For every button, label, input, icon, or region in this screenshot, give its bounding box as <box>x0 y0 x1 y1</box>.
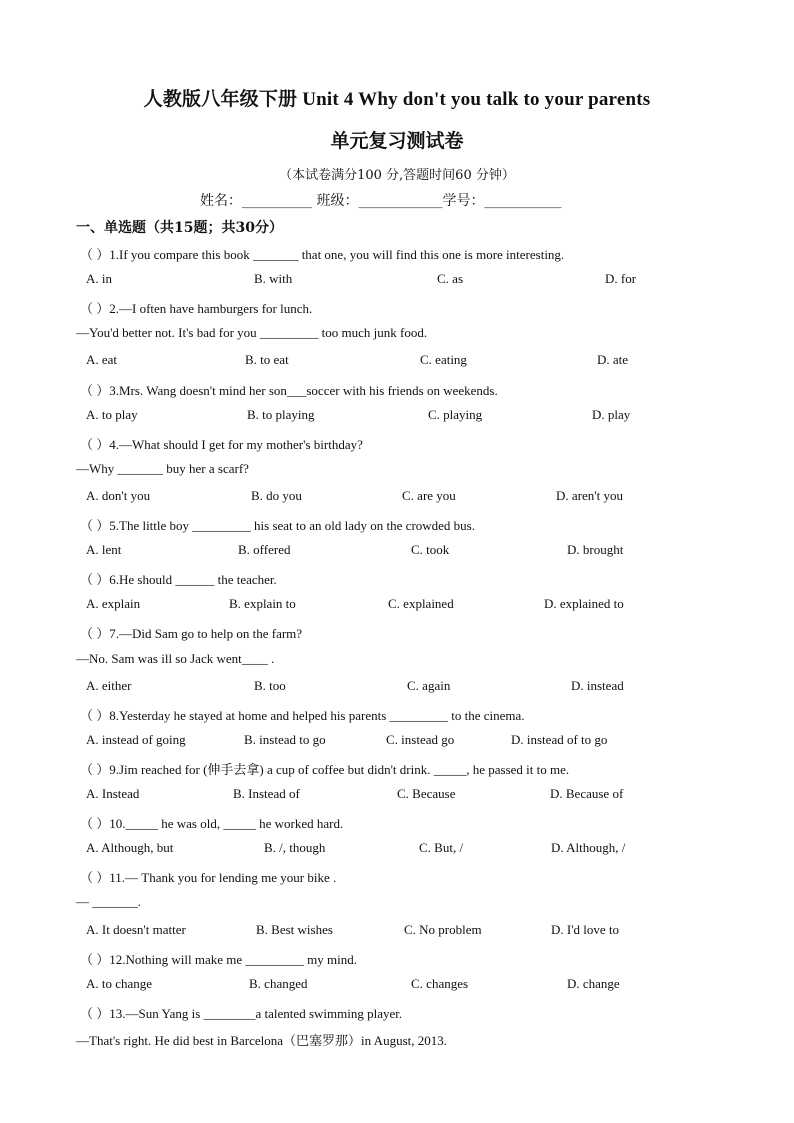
exam-instructions: （本试卷满分100 分,答题时间60 分钟） <box>279 168 515 183</box>
answer-option: A. either <box>86 677 132 693</box>
answer-option: A. to play <box>86 406 138 422</box>
question-dialogue-line: —Why _______ buy her a scarf? <box>76 460 249 476</box>
answer-option: A. in <box>86 271 112 287</box>
answer-option: D. change <box>567 975 620 991</box>
answer-option: C. as <box>437 271 463 287</box>
student-info-line: 姓名：__________ 班级：____________学号：___________ <box>200 193 562 209</box>
answer-option: B. Instead of <box>233 786 300 801</box>
question-stem: （ ）8.Yesterday he stayed at home and helped his parents _________ to the cinema. <box>80 707 525 723</box>
answer-option: A. instead of going <box>86 731 186 747</box>
answer-option: B. changed <box>249 975 308 991</box>
question-stem: （ ）7.—Did Sam go to help on the farm? <box>80 626 303 642</box>
answer-option: B. /, though <box>264 840 326 856</box>
answer-option: C. eating <box>420 352 467 368</box>
answer-option: D. for <box>605 271 637 287</box>
question-stem: （ ）1.If you compare this book _______ that one, you will find this one is more interesting. <box>80 247 565 262</box>
answer-option: D. explained to <box>544 596 624 612</box>
question-stem: （ ）11.— Thank you for lending me your bike . <box>80 870 337 886</box>
answer-option: D. brought <box>567 542 624 558</box>
question-stem: （ ）6.He should ______ the teacher. <box>80 572 277 588</box>
question-stem: （ ）2.—I often have hamburgers for lunch. <box>80 301 313 317</box>
answer-option: D. instead of to go <box>511 731 608 747</box>
question-dialogue-line: —No. Sam was ill so Jack went____ . <box>76 650 275 666</box>
question-dialogue-line: — _______. <box>76 894 141 910</box>
answer-option: B. Best wishes <box>256 921 333 937</box>
answer-option: A. don't you <box>86 487 151 503</box>
answer-option: D. aren't you <box>556 487 623 503</box>
answer-option: B. do you <box>251 487 302 503</box>
question-stem: （ ）13.—Sun Yang is ________a talented swimming player. <box>80 1005 403 1021</box>
answer-option: C. But, / <box>419 840 464 856</box>
answer-option: C. took <box>411 542 450 558</box>
question-stem: （ ）5.The little boy _________ his seat to an old lady on the crowded bus. <box>80 518 475 533</box>
answer-option: C. instead go <box>386 731 455 747</box>
answer-option: C. changes <box>411 975 469 991</box>
answer-option: A. lent <box>86 542 122 558</box>
answer-option: B. instead to go <box>244 731 326 747</box>
question-dialogue-line: —You'd better not. It's bad for you _________ too much junk food. <box>76 325 428 341</box>
answer-option: C. Because <box>397 786 456 801</box>
answer-option: B. too <box>254 677 286 693</box>
answer-option: A. Instead <box>86 786 140 801</box>
question-stem: （ ）4.—What should I get for my mother's birthday? <box>80 436 363 452</box>
answer-option: A. to change <box>86 975 153 991</box>
answer-option: C. again <box>407 677 451 693</box>
answer-option: C. playing <box>428 406 483 422</box>
exam-title: 人教版八年级下册 Unit 4 Why don't you talk to your parents <box>143 89 651 110</box>
answer-option: A. explain <box>86 596 141 612</box>
answer-option: B. explain to <box>229 596 296 612</box>
answer-option: B. with <box>254 271 293 287</box>
answer-option: B. offered <box>238 542 291 558</box>
question-stem: （ ）3.Mrs. Wang doesn't mind her son___soccer with his friends on weekends. <box>80 382 498 398</box>
answer-option: D. Although, / <box>551 840 626 856</box>
answer-option: B. to playing <box>247 406 315 422</box>
answer-option: A. It doesn't matter <box>86 921 186 937</box>
answer-option: D. Because of <box>550 786 624 801</box>
answer-option: D. instead <box>571 677 624 693</box>
question-stem: （ ）12.Nothing will make me _________ my mind. <box>80 951 357 967</box>
question-stem: （ ）9.Jim reached for (伸手去拿) a cup of coffee but didn't drink. _____, he passed it to me. <box>80 761 570 777</box>
answer-option: A. Although, but <box>86 840 174 856</box>
question-stem: （ ）10._____ he was old, _____ he worked hard. <box>80 816 344 832</box>
answer-option: D. ate <box>597 352 629 368</box>
exam-subtitle-title: 单元复习测试卷 <box>330 130 464 152</box>
answer-option: C. No problem <box>404 921 482 937</box>
section-heading: 一、单选题（共15题；共30分） <box>76 220 283 236</box>
answer-option: B. to eat <box>245 352 289 368</box>
answer-option: C. explained <box>388 596 454 612</box>
answer-option: D. I'd love to <box>551 921 620 937</box>
question-dialogue-line: —That's right. He did best in Barcelona（巴塞罗那）in August, 2013. <box>76 1032 447 1048</box>
answer-option: C. are you <box>402 487 456 503</box>
answer-option: A. eat <box>86 352 118 368</box>
answer-option: D. play <box>592 406 631 422</box>
